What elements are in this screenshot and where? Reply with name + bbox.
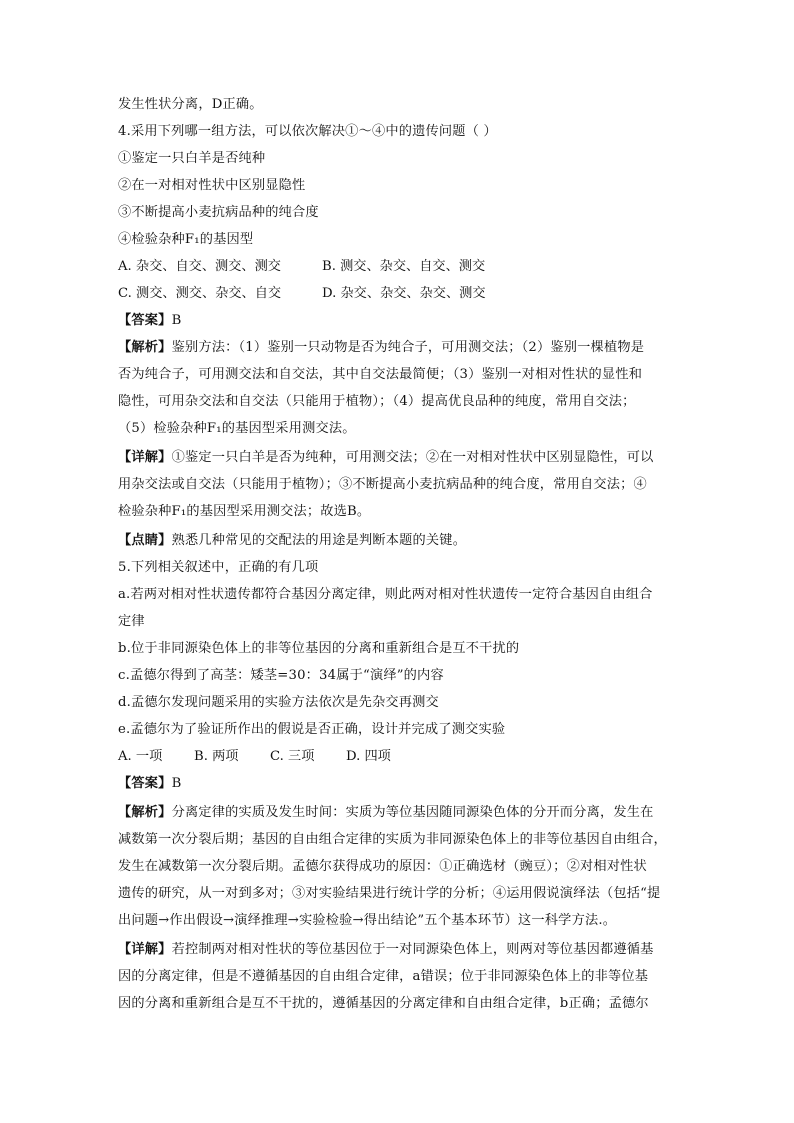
question-5-analysis-line: 减数第一次分裂后期；基因的自由组合定律的实质为非同源染色体上的非等位基因自由组合，: [118, 832, 667, 847]
question-5-analysis-line: 遗传的研究，从一对到多对；③对实验结果进行统计学的分析；④运用假说演绎法（包括“提: [118, 886, 661, 901]
question-5-detail-line: 因的分离和重新组合是互不干扰的，遵循基因的分离定律和自由组合定律，b正确；孟德尔: [118, 996, 649, 1011]
analysis-tag: 【解析】: [118, 340, 172, 355]
question-4-item-1: ①鉴定一只白羊是否纯种: [118, 151, 266, 166]
answer-tag: 【答案】: [118, 776, 172, 791]
question-4-item-2: ②在一对相对性状中区别显隐性: [118, 178, 306, 193]
question-5-stem: 5.下列相关叙述中，正确的有几项: [118, 560, 319, 575]
question-4-option-d: D. 杂交、杂交、杂交、测交: [322, 286, 486, 301]
analysis-text: 分离定律的实质及发生时间：实质为等位基因随同源染色体的分开而分离，发生在: [171, 805, 654, 820]
answer-value: B: [171, 776, 182, 791]
detail-tag: 【详解】: [118, 942, 172, 957]
comment-tag: 【点睛】: [118, 533, 172, 548]
question-4-detail-line: 用杂交法或自交法（只能用于植物）；③不断提高小麦抗病品种的纯合度，常用自交法；④: [118, 477, 647, 492]
question-5-statement-a: a.若两对相对性状遗传都符合基因分离定律，则此两对相对性状遗传一定符合基因自由组合: [118, 587, 653, 602]
question-5-statement-e: e.孟德尔为了验证所作出的假说是否正确，设计并完成了测交实验: [118, 722, 506, 737]
text-line: 发生性状分离，D正确。: [118, 97, 263, 112]
analysis-tag: 【解析】: [118, 805, 172, 820]
question-4-option-b: B. 测交、杂交、自交、测交: [322, 259, 486, 274]
question-5-option-d: D. 四项: [346, 749, 391, 764]
detail-text: 若控制两对相对性状的等位基因位于一对同源染色体上，则两对等位基因都遵循基: [171, 942, 654, 957]
answer-value: B: [171, 313, 182, 328]
question-4-option-a: A. 杂交、自交、测交、测交: [118, 259, 281, 274]
question-5-analysis-line: [118, 804, 678, 822]
question-4-analysis-line: （5）检验杂种F₁的基因型采用测交法。: [118, 421, 356, 436]
question-5-option-b: B. 两项: [194, 749, 239, 764]
question-4-item-3: ③不断提高小麦抗病品种的纯合度: [118, 205, 319, 220]
detail-text: ①鉴定一只白羊是否为纯种，可用测交法；②在一对相对性状中区别显隐性，可以: [171, 450, 654, 465]
question-5-answer: [118, 775, 678, 793]
question-4-analysis-line: [118, 339, 678, 357]
question-5-statement-c: c.孟德尔得到了高茎：矮茎=30：34属于“演绎”的内容: [118, 668, 444, 683]
answer-tag: 【答案】: [118, 313, 172, 328]
comment-text: 熟悉几种常见的交配法的用途是判断本题的关键。: [171, 533, 467, 548]
question-4-item-4: ④检验杂种F₁的基因型: [118, 232, 254, 247]
analysis-text: 鉴别方法：（1）鉴别一只动物是否为纯合子，可用测交法；（2）鉴别一棵植物是: [171, 340, 645, 355]
question-5-option-c: C. 三项: [270, 749, 315, 764]
question-5-detail-line: 因的分离定律，但是不遵循基因的自由组合定律，a错误；位于非同源染色体上的非等位基: [118, 969, 649, 984]
question-4-detail-line: [118, 449, 678, 467]
detail-tag: 【详解】: [118, 450, 172, 465]
question-5-option-a: A. 一项: [118, 749, 163, 764]
question-4-stem: 4.采用下列哪一组方法，可以依次解决①～④中的遗传问题（ ）: [118, 124, 497, 139]
question-5-analysis-line: 出问题→作出假设→演绎推理→实验检验→得出结论”五个基本环节）这一科学方法.。: [118, 913, 617, 928]
question-4-answer: [118, 312, 678, 330]
question-5-statement-b: b.位于非同源染色体上的非等位基因的分离和重新组合是互不干扰的: [118, 641, 520, 656]
question-5-statement-a-cont: 定律: [118, 614, 145, 629]
question-5-analysis-line: 发生在减数第一次分裂后期。孟德尔获得成功的原因：①正确选材（豌豆）；②对相对性状: [118, 859, 647, 874]
question-4-option-c: C. 测交、测交、杂交、自交: [118, 286, 282, 301]
question-4-analysis-line: 否为纯合子，可用测交法和自交法，其中自交法最简便；（3）鉴别一对相对性状的显性和: [118, 367, 643, 382]
question-4-detail-line: 检验杂种F₁的基因型采用测交法；故选B。: [118, 504, 371, 519]
question-5-detail-line: [118, 941, 678, 959]
question-5-statement-d: d.孟德尔发现问题采用的实验方法依次是先杂交再测交: [118, 695, 439, 710]
question-4-analysis-line: 隐性，可用杂交法和自交法（只能用于植物）；（4）提高优良品种的纯度，常用自交法；: [118, 394, 636, 409]
question-4-comment: [118, 532, 678, 550]
